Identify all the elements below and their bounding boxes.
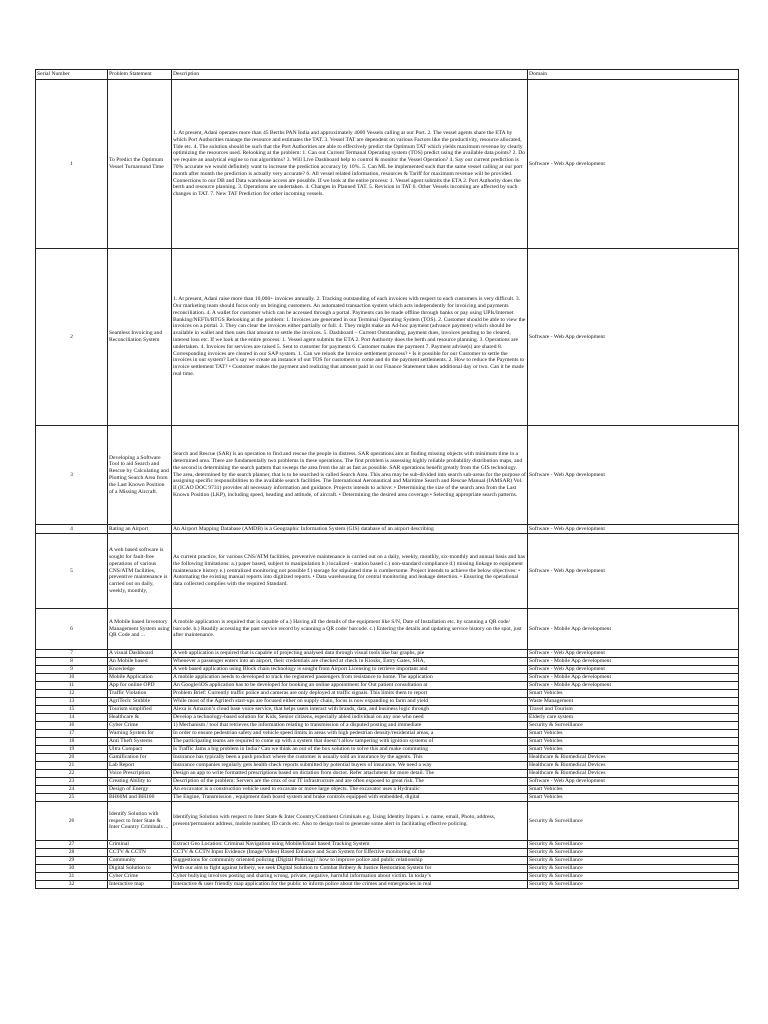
description-cell-text: An excavator is a construction vehicle used to excavate or move large objects. The excavator uses a Hydraulic: [173, 786, 420, 793]
serial-cell-text: 14: [68, 714, 75, 721]
serial-cell: [36, 849, 108, 857]
problem-cell-text: Mobile Application: [109, 674, 153, 681]
serial-cell: [36, 525, 108, 534]
domain-cell-text: Software - Mobile App development: [529, 682, 612, 689]
description-cell-text: A web based application using Block chain technology is sought from Airport Licensing to retrieve important and: [173, 666, 428, 673]
problem-cell: [108, 722, 172, 730]
table-row: [36, 722, 739, 730]
description-cell: [172, 754, 528, 762]
domain-cell-text: Smart Vehicles: [529, 786, 563, 793]
description-cell: [172, 249, 528, 426]
domain-cell-text: Software - Web App development: [529, 525, 605, 532]
table-row: [36, 658, 739, 666]
table-row: [36, 762, 739, 770]
problem-cell-text: Criminal: [109, 841, 129, 848]
problem-cell: [108, 778, 172, 786]
serial-cell-text: 21: [68, 762, 75, 769]
problem-cell: [108, 802, 172, 841]
domain-cell-text: Smart Vehicles: [529, 738, 563, 745]
spreadsheet: [35, 69, 738, 889]
description-cell-text: A mobile application is required that is capable of a.) Having all the details of the equipment like S/N, Date of Installation etc. by scanning a QR code/ barcode. b.) Readily accessing the past service record by scanning a QR code/ barcode. c.) Entering the details and updating service history on the spot, just after maintenance.: [173, 618, 522, 639]
description-cell-text: 1) Mechanism / tool that retrieves the information relating to transmission of a disputed posting and immediate: [173, 722, 422, 729]
domain-cell-text: Elderly care system: [529, 714, 574, 721]
serial-cell: [36, 722, 108, 730]
description-cell: [172, 706, 528, 714]
problem-cell-text: Knowledge: [109, 666, 135, 673]
problem-cell: [108, 650, 172, 658]
domain-cell: [528, 534, 739, 609]
problem-cell: [108, 730, 172, 738]
serial-cell: [36, 786, 108, 794]
problem-cell-text: Design of Energy: [109, 786, 149, 793]
description-cell-text: 1. At present, Adani raise more than 10,000+ invoices annually. 2. Tracking outstanding of each invoices with respect to each customers is very difficult. 3. Our marketing team should focus only on bringing customers. An automated transaction system which acts independently for invoicing and payments reconciliation. 4. A wallet for customer which can be accessed through a portal. Payments can be made offline through banks or pay using UPIs/Internet Banking/NEFTs/RTGS Relooking at the problem: 1. Invoices are generated in our Terminal Operating System (TOS). 2. Customer should be able to view the invoices on a portal. 3. They can clear the invoices either partially or full. 4. They might make an Ad-hoc payment (advance payment) which should be available in wallet and then uses that amount to settle the invoices. 5. Dashboard – Current Outstanding, payment dues, invoices pending to be cleared, interest loss etc. If we look at the entire process: 1. Vessel agent submits the ETA 2. Port Authority does the berth and resource planning. 3. Operations are undertaken. 4. Invoices for services are raised 5. Sent to customer for payments 6. Customer makes the payment 7. Payment advise(s) are shared 8. Corresponding invoices are cleared in our SAP system. 1. Can we relook the Invoice settlement process? • Is it possible for our Customer to settle the invoices in our system? Let’s say we create an instance of out TOS for customers to come and do the payment settlements. 2. How to reduce the Payments to invoice settlement TAT? • Customer makes the payment and realizing that amount paid in our Finance Statement takes additional day or two. Can it be made real time.: [173, 296, 526, 378]
serial-cell-text: 30: [68, 865, 75, 872]
serial-cell-text: 26: [68, 817, 75, 824]
problem-cell-text: Gamification for: [109, 754, 147, 761]
domain-cell-text: Software - Web App development: [529, 666, 605, 673]
serial-cell: [36, 841, 108, 849]
domain-cell: [528, 857, 739, 865]
description-cell-text: A mobile application needs to developed to track the registered passengers from resistance to home. The application: [173, 674, 433, 681]
table-row: [36, 249, 739, 426]
problem-cell-text: A visual Dashboard: [109, 650, 154, 657]
problem-cell-text: Ultra Compact: [109, 746, 143, 753]
serial-cell: [36, 714, 108, 722]
problem-cell-text: Warning System for: [109, 730, 154, 737]
problem-cell: [108, 80, 172, 249]
serial-cell: [36, 873, 108, 881]
table-row: [36, 80, 739, 249]
serial-cell: [36, 690, 108, 698]
table-row: [36, 746, 739, 754]
description-cell: [172, 722, 528, 730]
domain-cell-text: Smart Vehicles: [529, 746, 563, 753]
serial-cell-text: 32: [68, 881, 75, 888]
table-row: [36, 849, 739, 857]
problem-cell-text: Developing a Software Tool to aid Search and Rescue by Calculating and Plotting Search Area from the Last Known Position of a Missing Aircraft.: [109, 454, 169, 495]
description-cell: [172, 849, 528, 857]
domain-cell: [528, 690, 739, 698]
serial-cell: [36, 881, 108, 889]
domain-cell-text: Software - Web App development: [529, 160, 605, 167]
domain-cell: [528, 849, 739, 857]
problem-cell: [108, 746, 172, 754]
domain-cell-text: Software - Web App development: [529, 333, 605, 340]
problem-cell-text: Anti Theft Systems: [109, 738, 153, 745]
table-row: [36, 698, 739, 706]
description-cell-text: Interactive & user friendly map application for the public to inform police about the crimes and emergencies in real: [173, 881, 432, 888]
problem-cell-text: An Mobile based: [109, 658, 148, 665]
domain-cell: [528, 746, 739, 754]
domain-cell-text: Waste Management: [529, 698, 574, 705]
serial-cell-text: 25: [68, 794, 75, 801]
table-row: [36, 714, 739, 722]
table-row: [36, 730, 739, 738]
description-cell: [172, 730, 528, 738]
problem-cell-text: Creating Ability to: [109, 778, 151, 785]
domain-cell: [528, 873, 739, 881]
problem-cell: [108, 525, 172, 534]
serial-cell-text: 8: [70, 658, 73, 665]
table-row: [36, 650, 739, 658]
description-cell: [172, 778, 528, 786]
description-cell: [172, 881, 528, 889]
table-row: [36, 534, 739, 609]
table-row: [36, 873, 739, 881]
description-cell-text: Alexa is Amazon’s cloud base voice service, that helps users interact with brands, data, and business logic through: [173, 706, 430, 713]
description-cell: [172, 762, 528, 770]
serial-cell-text: 4: [70, 525, 73, 532]
serial-cell: [36, 249, 108, 426]
domain-cell: [528, 525, 739, 534]
problem-cell: [108, 849, 172, 857]
description-cell: [172, 873, 528, 881]
serial-cell: [36, 80, 108, 249]
problem-cell-text: Voice Prescription: [109, 770, 151, 777]
problem-cell: [108, 857, 172, 865]
description-cell: [172, 746, 528, 754]
serial-cell-text: 3: [70, 471, 73, 478]
table-row: [36, 426, 739, 525]
serial-cell: [36, 666, 108, 674]
serial-cell-text: 19: [68, 746, 75, 753]
domain-cell-text: Healthcare & Biomedical Devices: [529, 770, 606, 777]
domain-cell-text: Smart Vehicles: [529, 690, 563, 697]
problem-cell: [108, 794, 172, 802]
table-row: [36, 690, 739, 698]
serial-cell: [36, 778, 108, 786]
header-problem: Problem Statement: [108, 70, 172, 80]
description-cell-text: The participating teams are required to come up with a system that doesn’t allow tampering with ignition systems of: [173, 738, 434, 745]
description-cell: [172, 770, 528, 778]
domain-cell-text: Security & Surveillance: [529, 849, 583, 856]
serial-cell: [36, 609, 108, 650]
domain-cell-text: Software - Web App development: [529, 778, 605, 785]
domain-cell: [528, 426, 739, 525]
table-row: [36, 802, 739, 841]
domain-cell: [528, 722, 739, 730]
description-cell: [172, 698, 528, 706]
problem-cell: [108, 841, 172, 849]
serial-cell: [36, 658, 108, 666]
description-cell: [172, 865, 528, 873]
serial-cell-text: 16: [68, 722, 75, 729]
problem-cell-text: BH60M and BH100: [109, 794, 155, 801]
domain-cell-text: Software - Mobile App development: [529, 658, 612, 665]
table-row: [36, 770, 739, 778]
problem-cell-text: App for online OPD: [109, 682, 155, 689]
serial-cell-text: 24: [68, 786, 75, 793]
problem-cell: [108, 534, 172, 609]
description-cell-text: While most of the Agritech start-ups are focused either on supply chain, focus is now expanding to farm and yield: [173, 698, 429, 705]
domain-cell-text: Security & Surveillance: [529, 881, 583, 888]
table-row: [36, 666, 739, 674]
serial-cell-text: 20: [68, 754, 75, 761]
serial-cell: [36, 857, 108, 865]
domain-cell-text: Smart Vehicles: [529, 794, 563, 801]
description-cell-text: An Airport Mapping Database (AMDB) is a Geographic Information System (GIS) database of an airport describing: [173, 525, 434, 532]
serial-cell: [36, 754, 108, 762]
domain-cell: [528, 658, 739, 666]
table-row: [36, 794, 739, 802]
domain-cell: [528, 714, 739, 722]
domain-cell-text: Software - Web App development: [529, 650, 605, 657]
description-cell-text: With our aim to fight against bribery, we seek Digital Solution to Combat Bribery & Justice Restoration System for: [173, 865, 432, 872]
domain-cell-text: Security & Surveillance: [529, 841, 583, 848]
serial-cell: [36, 698, 108, 706]
description-cell: [172, 609, 528, 650]
description-cell: [172, 80, 528, 249]
domain-cell-text: Security & Surveillance: [529, 817, 583, 824]
problem-cell: [108, 706, 172, 714]
serial-cell-text: 27: [68, 841, 75, 848]
problem-cell-text: Interactive map: [109, 881, 144, 888]
problem-cell: [108, 666, 172, 674]
description-cell: [172, 534, 528, 609]
problem-cell-text: Traffic Violation: [109, 690, 147, 697]
problem-cell: [108, 609, 172, 650]
problem-cell-text: Seamless Invoicing and Reconciliation System: [109, 330, 163, 343]
domain-cell: [528, 802, 739, 841]
serial-cell: [36, 802, 108, 841]
serial-cell-text: 22: [68, 770, 75, 777]
table-row: [36, 857, 739, 865]
problem-cell-text: CCTV & CCTN: [109, 849, 146, 856]
serial-cell-text: 12: [68, 690, 75, 697]
serial-cell-text: 18: [68, 738, 75, 745]
problem-cell-text: Tourism simplified: [109, 706, 152, 713]
domain-cell: [528, 778, 739, 786]
problem-cell: [108, 786, 172, 794]
description-cell-text: Develop a technology-based solution for Kids, Senior citizens, especially abled individual on any one who need: [173, 714, 424, 721]
problem-cell: [108, 738, 172, 746]
table-row: [36, 525, 739, 534]
problem-cell: [108, 762, 172, 770]
domain-cell-text: Travel and Tourism: [529, 706, 573, 713]
problem-cell: [108, 674, 172, 682]
domain-cell: [528, 650, 739, 658]
domain-cell-text: Healthcare & Biomedical Devices: [529, 754, 606, 761]
table-row: [36, 881, 739, 889]
domain-cell: [528, 666, 739, 674]
problem-cell-text: Cyber Crime: [109, 873, 139, 880]
description-cell-text: Insurance has typically been a push product where the customer is usually sold an insurance by the agents. This: [173, 754, 423, 761]
problem-cell: [108, 249, 172, 426]
problem-cell-text: To Predict the Optimum Vessel Turnaround Time: [109, 157, 164, 170]
problem-cell-text: Identify Solution with respect to Inter State & Inter Country Criminals ...: [109, 810, 169, 831]
description-cell-text: Extract Geo Location: Criminal Navigation using Mobile/Email based Tracking System: [173, 841, 370, 848]
domain-cell: [528, 770, 739, 778]
problem-cell: [108, 682, 172, 690]
domain-cell: [528, 609, 739, 650]
table-row: [36, 865, 739, 873]
serial-cell-text: 13: [68, 698, 75, 705]
serial-cell: [36, 746, 108, 754]
serial-cell-text: 1: [70, 160, 73, 167]
domain-cell: [528, 762, 739, 770]
domain-cell: [528, 794, 739, 802]
domain-cell: [528, 80, 739, 249]
problem-cell-text: A Mobile based Inventory Management System using QR Code and ...: [109, 618, 170, 639]
description-cell-text: Search and Rescue (SAR) is an operation to find and rescue the people in distress. SAR operations aim at finding missing objects with minimum time in a determined area. There are fundamentally two problems in these operations. The first problem is assessing highly reliable probability distribution maps, and the second is determining the search pattern that sweeps the area from the air as fast as possible. SAR operations benefit greatly from the GIS technology. The area, determined by the search planner, that is to be searched is called Search Area. This area may be sub-divided into search sub-areas for the purpose of assigning specific responsibilities to the available search facilities. The International Aeronautical and Maritime Search and Rescue Manual (IAMSAR) Vol. II (ICAO DOC 9731) provides all necessary information and guidance. Projects intends to achive: • Determining the size of the search area from the Last Known Position (LKP), including speed, heading and attitude, of aircraft. • Determining the desired area coverage • Selecting appropriate search patterns.: [173, 451, 526, 499]
table-row: [36, 786, 739, 794]
description-cell-text: The Engine, Transmission , equipment dash board system and brake controls equipped with embedded, digital: [173, 794, 420, 801]
problem-cell-text: AgriTech: Stubble: [109, 698, 151, 705]
description-cell-text: 1. At present, Adani operates more than 45 Berths PAN India and approximately 4000 Vessels calling at our Port. 2. The vessel agents share the ETA by which Port Authorities manage the resource and estimates the TAT. 3. Vessel TAT are dependent on various Factors like the productivity, resource allocated, Tide etc. 4. The solution should be such that the Port Authorities are able to effectively predict the Optimum TAT which yields maximum revenue by clearly optimizing the resources used. Relooking at the problem: 1. Can out Current Termanal Operating system (TOS) predict using the available data points? 2. Do we require an analytical engine to run algorithms? 3. Will Live Dashboard help to control & monitor the Vessel Operation? 4. Say our current prediction is 70% accurate we would definitely want to increase the prediction accuracy by 10%. 5. Can ML be implemented such that the same vessel calling at our port month after month the prediction is actually very accurate? 6. All vessel related information, resources & Tariff for maximum revenue will be provided. Connections to our DB and Data warehouse access are possible. If we look at the entire process: 1. Vessel agent submits the ETA 2. Port Authority does the berth and resource planning. 3. Operations are undertaken. 4. Changes in Planned TAT. 5. Revision in TAT 6. Other Vessels incoming are affected by such changes in TAT. 7. New TAT Prediction for other incoming vessels.: [173, 129, 526, 198]
problem-cell: [108, 714, 172, 722]
serial-cell-text: 10: [68, 674, 75, 681]
description-cell: [172, 841, 528, 849]
problem-cell-text: Community: [109, 857, 136, 864]
description-cell-text: Is Traffic Jams a big problem in India? Can we think an out of the box solution to solve this and make commuting: [173, 746, 428, 753]
table-row: [36, 706, 739, 714]
table-row: [36, 682, 739, 690]
serial-cell: [36, 770, 108, 778]
problem-cell: [108, 865, 172, 873]
description-cell: [172, 786, 528, 794]
table-row: [36, 738, 739, 746]
serial-cell-text: 29: [68, 857, 75, 864]
domain-cell: [528, 706, 739, 714]
serial-cell: [36, 650, 108, 658]
description-cell: [172, 690, 528, 698]
domain-cell: [528, 674, 739, 682]
serial-cell-text: 23: [68, 778, 75, 785]
description-cell: [172, 426, 528, 525]
domain-cell-text: Healthcare & Biomedical Devices: [529, 762, 606, 769]
header-domain: Domain: [528, 70, 739, 80]
serial-cell: [36, 865, 108, 873]
problem-cell: [108, 658, 172, 666]
serial-cell-text: 31: [68, 873, 75, 880]
serial-cell-text: 2: [70, 333, 73, 340]
table-row: [36, 674, 739, 682]
domain-cell: [528, 249, 739, 426]
description-cell-text: Design an app to write formatted prescriptions based on dictation from doctor. Refer attachment for more detail. The: [173, 770, 435, 777]
description-cell-text: Description of the problem: Servers are the crux of our IT infrastructure and are often exposed to great risk. The: [173, 778, 424, 785]
table-row: [36, 609, 739, 650]
domain-cell-text: Software - Mobile App development: [529, 674, 612, 681]
domain-cell-text: Smart Vehicles: [529, 730, 563, 737]
domain-cell: [528, 698, 739, 706]
serial-cell-text: 17: [68, 730, 75, 737]
problem-cell: [108, 881, 172, 889]
domain-cell: [528, 754, 739, 762]
description-cell: [172, 738, 528, 746]
header-serial: Serial Number: [36, 70, 108, 80]
description-cell: [172, 794, 528, 802]
serial-cell-text: 7: [70, 650, 73, 657]
domain-cell: [528, 738, 739, 746]
problem-cell-text: Lab Report: [109, 762, 135, 769]
serial-cell: [36, 706, 108, 714]
serial-cell-text: 9: [70, 666, 73, 673]
description-cell-text: CCTV & CCTN Input Evidence (Image/Video) Based Enhance and Scan System for Effective monitoring of the: [173, 849, 425, 856]
domain-cell-text: Security & Surveillance: [529, 873, 583, 880]
table-row: [36, 841, 739, 849]
description-cell: [172, 857, 528, 865]
description-cell-text: Whenever a passenger enters into an airport, their credentials are checked at check in Kiosks, Entry Gates, SHA,: [173, 658, 426, 665]
serial-cell-text: 28: [68, 849, 75, 856]
description-cell: [172, 802, 528, 841]
description-cell: [172, 666, 528, 674]
problem-cell: [108, 770, 172, 778]
description-cell-text: Problem Brief: Currently traffic police and cameras are only deployed at traffic signals. This limits them to report: [173, 690, 428, 697]
domain-cell: [528, 730, 739, 738]
problem-cell-text: Digital Solution to: [109, 865, 151, 872]
description-cell-text: Cyber bullying involves posting and sharing wrong, private, negative, harmful information about victim. In today’s: [173, 873, 431, 880]
serial-cell: [36, 738, 108, 746]
problem-cell-text: Healthcare &: [109, 714, 139, 721]
domain-cell: [528, 865, 739, 873]
problem-cell: [108, 754, 172, 762]
problem-cell: [108, 426, 172, 525]
table-row: [36, 754, 739, 762]
description-cell-text: Suggestions for community oriented policing (Digital Policing) / how to improve police and public relationship: [173, 857, 423, 864]
domain-cell-text: Software - Mobile App development: [529, 625, 612, 632]
description-cell: [172, 650, 528, 658]
problem-cell-text: Rating an Airport: [109, 525, 149, 532]
problem-cell: [108, 873, 172, 881]
description-cell-text: In order to ensure pedestrian safety and vehicle speed limits in areas with high pedestrian density/residential areas, a: [173, 730, 434, 737]
description-cell: [172, 714, 528, 722]
domain-cell-text: Software - Web App development: [529, 471, 605, 478]
serial-cell: [36, 794, 108, 802]
table-row: [36, 778, 739, 786]
serial-cell: [36, 682, 108, 690]
problem-cell: [108, 690, 172, 698]
serial-cell-text: 5: [70, 567, 73, 574]
serial-cell: [36, 762, 108, 770]
description-cell: [172, 658, 528, 666]
serial-cell-text: 15: [68, 706, 75, 713]
description-cell-text: Insurance companies regularly gets health check reports submitted by potential buyers of insurance. We need a way: [173, 762, 432, 769]
description-cell-text: As current practice, for various CNS/ATM facilities, preventive maintenance is carried out on a daily, weekly, monthly, six-monthly and annual basis and has the following limitations: a.) paper based, subject to manipulation b.) localized - station based c.) non-standard compliance d.) missing linkage to equipment maintenance history e.) centralized monitoring not possible f.) storage for stipulated time is cumbersome. Project intends to achieve the below objectives: • Automating the existing manual reports into digitized reports. • Data warehousing for central monitoring and leakage detection. • Ensuring the operational data collected complies with the required Standard.: [173, 553, 525, 588]
serial-cell: [36, 674, 108, 682]
serial-cell: [36, 730, 108, 738]
domain-cell-text: Security & Surveillance: [529, 857, 583, 864]
description-cell: [172, 682, 528, 690]
domain-cell: [528, 786, 739, 794]
description-cell-text: Identifying Solution with respect to Inter State & Inter Country/Continent Criminals e.g. Using Identity Inputs i. e. name, email, Photo, address, present/permanent address, mobile number, ID cards etc. Also to design tool to generate some alert in facilitating effective policing.: [173, 814, 496, 827]
domain-cell: [528, 841, 739, 849]
serial-cell-text: 6: [70, 625, 73, 632]
serial-cell-text: 11: [68, 682, 75, 689]
serial-cell: [36, 534, 108, 609]
domain-cell-text: Security & Surveillance: [529, 865, 583, 872]
description-cell: [172, 674, 528, 682]
serial-cell: [36, 426, 108, 525]
description-cell-text: An Google/iOS application has to be developed for booking an online appointment for Out patient consultation at: [173, 682, 428, 689]
problem-cell-text: Cyber Crime: [109, 722, 139, 729]
description-cell: [172, 525, 528, 534]
header-description: Description: [172, 70, 528, 80]
domain-cell-text: Security & Surveillance: [529, 722, 583, 729]
problem-cell: [108, 698, 172, 706]
domain-cell-text: Software - Web App development: [529, 567, 605, 574]
description-cell-text: A web application is required that is capable of projecting analysed data through visual tools like bar graphs, pie: [173, 650, 425, 657]
header-row: [36, 70, 739, 80]
problem-statements-table: [35, 69, 739, 889]
domain-cell: [528, 881, 739, 889]
domain-cell: [528, 682, 739, 690]
problem-cell-text: A web based software is sought for fault-free operations of various CNS/ATM facilities, preventive maintenance is carried out on daily, weekly, monthly,: [109, 547, 168, 595]
